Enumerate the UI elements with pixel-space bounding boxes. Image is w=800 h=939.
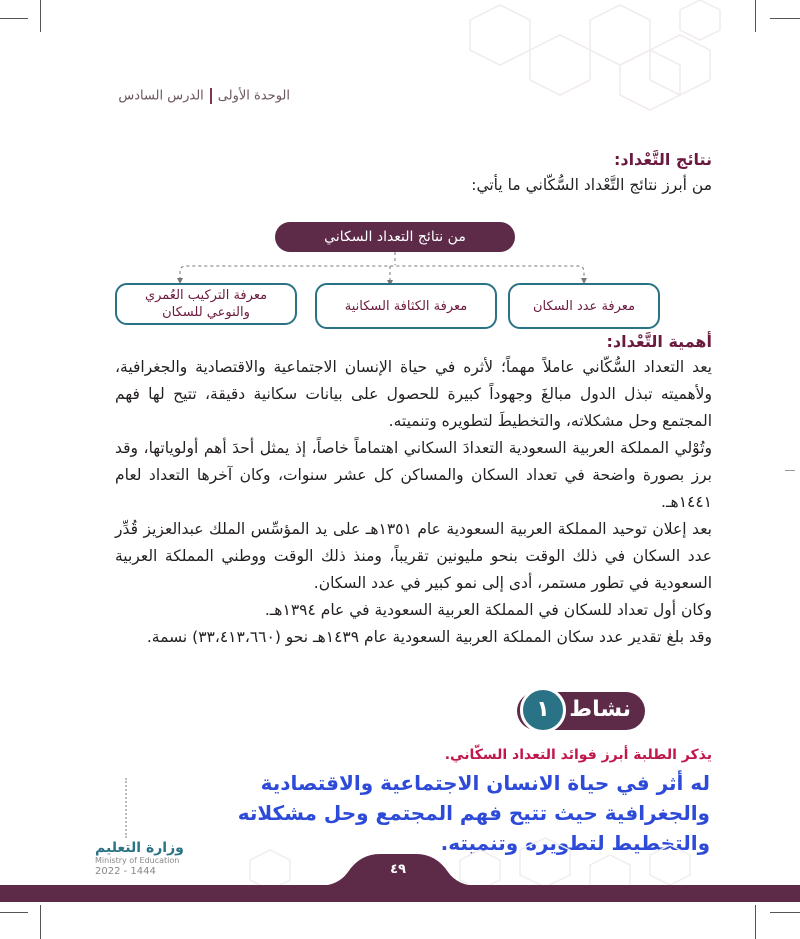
page-number: ٤٩ xyxy=(390,862,406,877)
importance-paragraph-5: وقد بلغ تقدير عدد سكان المملكة العربية السعودية عام ١٤٣٩هـ نحو (٣٣،٤١٣،٦٦٠) نسمة. xyxy=(146,628,712,646)
ministry-name-ar: وزارة التعليم xyxy=(95,840,184,856)
importance-paragraph-1: يعد التعداد السُّكّاني عاملاً مهماً؛ لأثره في حياة الإنسان الاجتماعية والاقتصادية والجغرافية، ولأهميته تبذل الدول مبالغَ وجهوداً كبيرة للحصول على بيانات سكانية دقيقة، تتيح لها فهم المجتمع وحل مشكلاته، والتخطيطَ لتطويره وتنميته. xyxy=(115,358,712,430)
crop-mark xyxy=(0,912,28,913)
crop-mark xyxy=(40,905,41,939)
diagram-item-population-density: معرفة الكثافة السكانية xyxy=(315,283,497,329)
activity-prompt: يذكر الطلبة أبرز فوائد التعداد السكّاني. xyxy=(444,747,712,763)
diagram-item-population-count: معرفة عدد السكان xyxy=(508,283,660,329)
activity-number-circle xyxy=(520,687,566,733)
side-mark xyxy=(785,470,795,471)
crop-mark xyxy=(755,905,756,939)
ministry-name-en: Ministry of Education xyxy=(95,856,180,865)
activity-label: نشاط xyxy=(569,697,631,722)
results-title: نتائج التَّعْداد: xyxy=(613,150,712,169)
header-lesson: الدرس السادس xyxy=(118,88,204,104)
header-unit: الوحدة الأولى xyxy=(217,88,290,104)
activity-answer: له أثر في حياة الانسان الاجتماعية والاقتصادية والجغرافية حيث تتيح فهم المجتمع وحل مشكلاته والتخطيط لتطويره وتنميته. xyxy=(237,771,710,855)
importance-paragraph-2: وتُوْلي المملكة العربية السعودية التعدادَ السكاني اهتماماً خاصاً، إذ يمثل أحدَ أهم أولوياتها، وقد برز بصورة واضحة في تعداد السكان والمساكن كل عشر سنوات، وكان آخرها التعداد لعام ١٤٤١هـ. xyxy=(115,439,712,511)
importance-paragraph-4: وكان أول تعداد للسكان في المملكة العربية السعودية في عام ١٣٩٤هـ. xyxy=(264,601,712,619)
footer-band xyxy=(0,885,800,902)
diagram-connectors xyxy=(0,0,800,300)
diagram-item-age-gender-structure: معرفة التركيب العُمري والنوعي للسكان xyxy=(115,283,297,325)
activity-number: ١ xyxy=(536,697,550,722)
importance-title: أهمية التَّعْداد: xyxy=(606,332,712,351)
ministry-logo xyxy=(95,840,184,878)
crop-mark xyxy=(770,912,800,913)
importance-paragraph-3: بعد إعلان توحيد المملكة العربية السعودية عام ١٣٥١هـ على يد المؤسِّس الملك عبدالعزيز قُدِّر عدد السكان في ذلك الوقت بنحو مليونين تقريباً، ومنذ ذلك الوقت ووطني المملكة العربية السعودية في تطور مستمر، أدى إلى نمو كبير في عدد السكان. xyxy=(115,520,712,592)
diagram-root: من نتائج التعداد السكاني xyxy=(275,222,515,252)
results-intro: من أبرز نتائج التَّعْداد السُّكّاني ما يأتي: xyxy=(471,176,712,194)
ministry-year: 2022 - 1444 xyxy=(95,866,156,877)
